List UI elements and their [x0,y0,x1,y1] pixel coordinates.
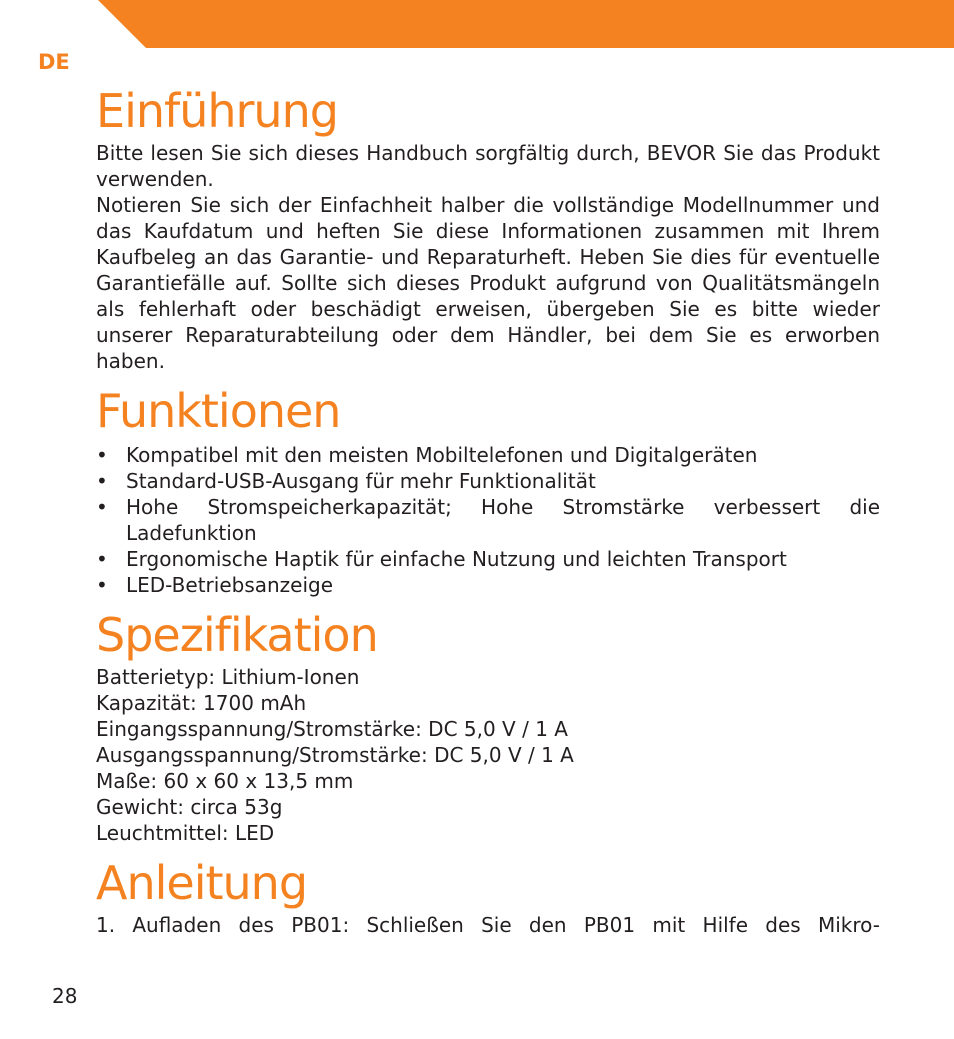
page-content [96,82,880,938]
language-label: DE [38,50,70,74]
section-title-intro: Einführung [96,84,338,138]
list-item: • Hohe Stromspeicherkapazität; Hohe Stromstärke verbessert die Ladefunktion [96,495,880,545]
page-number: 28 [52,984,78,1008]
spec-line: Kapazität: 1700 mAh [96,691,307,715]
spec-line: Eingangsspannung/Stromstärke: DC 5,0 V / 1 A [96,717,568,741]
section-title-instructions: Anleitung [96,856,308,910]
bullet-icon: • [96,443,108,467]
feature-list [96,442,880,598]
bullet-icon: • [96,469,108,493]
list-item: • Ergonomische Haptik für einfache Nutzung und leichten Transport [96,547,787,571]
instruction-step-1: 1. Aufladen des PB01: Schließen Sie den PB01 mit Hilfe des Mikro- [96,913,880,937]
header-accent-tab [98,0,954,48]
spec-list [96,664,880,846]
bullet-icon: • [96,547,108,571]
spec-line: Leuchtmittel: LED [96,821,275,845]
spec-line: Ausgangsspannung/Stromstärke: DC 5,0 V / 1 A [96,743,574,767]
spec-line: Maße: 60 x 60 x 13,5 mm [96,769,354,793]
intro-paragraph-2: Notieren Sie sich der Einfachheit halber die vollständige Modellnummer und das Kaufdatum und heften Sie diese Informationen zusammen mit Ihrem Kaufbeleg an das Garantie- und Reparaturheft. Heben Sie dies für eventuelle Garantiefälle auf. Sollte sich dieses Produkt aufgrund von Qualitätsmängeln als fehlerhaft oder beschädigt erweisen, übergeben Sie es bitte wieder unserer Reparaturabteilung oder dem Händler, bei dem Sie es erworben haben. [96,193,880,373]
spec-line: Batterietyp: Lithium-Ionen [96,665,360,689]
section-title-features: Funktionen [96,384,341,438]
list-item: • Standard-USB-Ausgang für mehr Funktionalität [96,469,596,493]
list-item: • LED-Betriebsanzeige [96,573,334,597]
bullet-icon: • [96,495,108,519]
intro-paragraph-1: Bitte lesen Sie sich dieses Handbuch sorgfältig durch, BEVOR Sie das Produkt verwenden. [96,141,880,191]
bullet-icon: • [96,573,108,597]
section-title-specs: Spezifikation [96,608,378,662]
list-item: • Kompatibel mit den meisten Mobiltelefonen und Digitalgeräten [96,443,758,467]
spec-line: Gewicht: circa 53g [96,795,283,819]
